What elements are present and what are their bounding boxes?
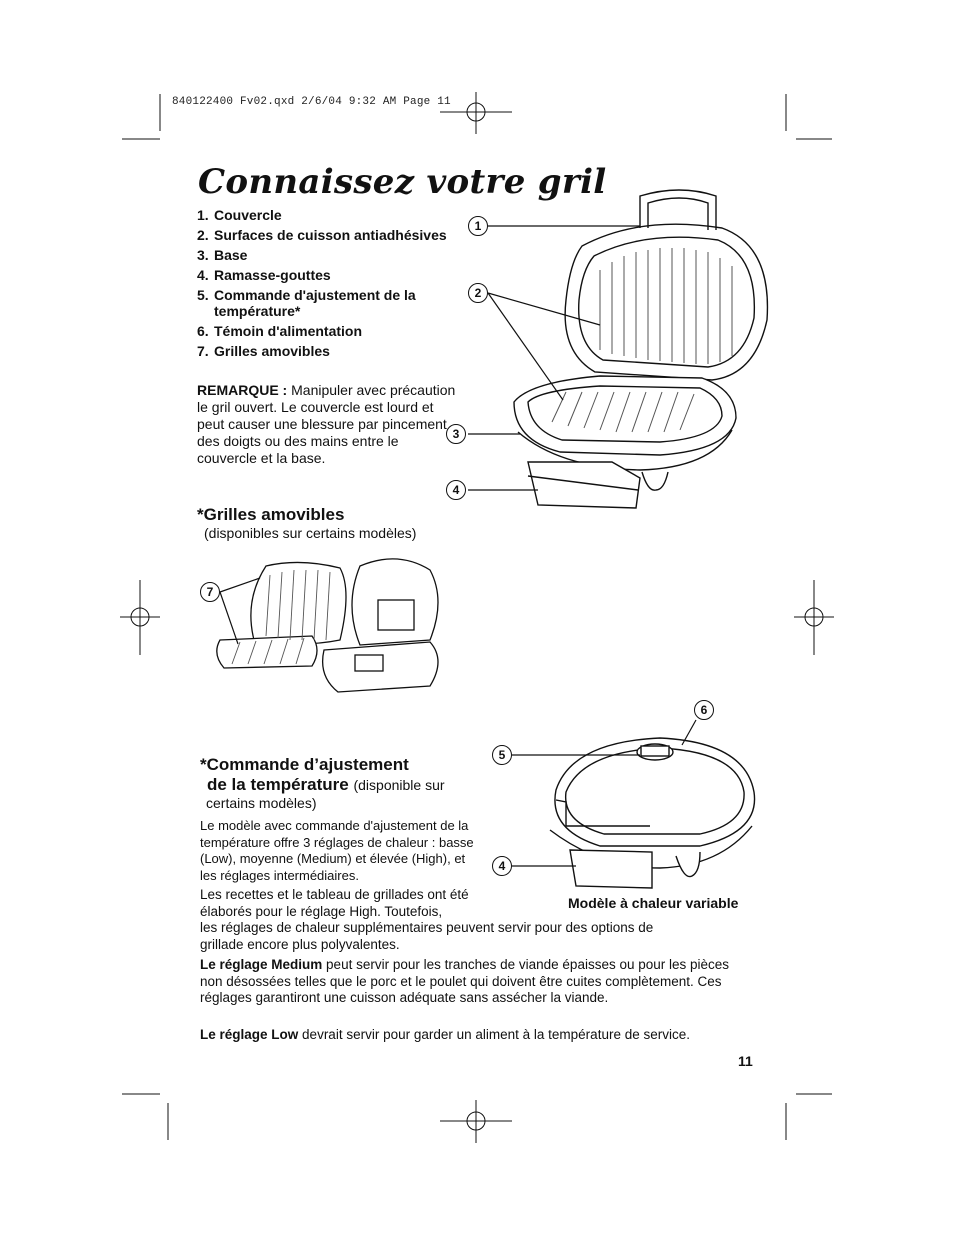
parts-item: 2. Surfaces de cuisson antiadhésives [197, 227, 447, 243]
print-header: 840122400 Fv02.qxd 2/6/04 9:32 AM Page 11 [172, 96, 451, 108]
commande-paragraph-2: Les recettes et le tableau de grillades ont été élaborés pour le réglage High. Toutefois, [200, 887, 469, 919]
parts-item: 1. Couvercle [197, 207, 282, 223]
figure-caption: Modèle à chaleur variable [568, 895, 739, 911]
parts-item: 3. Base [197, 247, 248, 263]
parts-item: 6. Témoin d'alimentation [197, 323, 363, 339]
parts-list [197, 207, 457, 363]
grilles-heading: *Grilles amovibles [197, 505, 345, 524]
parts-item: 4. Ramasse-gouttes [197, 267, 331, 283]
page-number: 11 [738, 1053, 753, 1069]
callout-4: 4 [446, 480, 466, 500]
callout-4b: 4 [492, 856, 512, 876]
grilles-subheading: (disponibles sur certains modèles) [204, 525, 417, 541]
note-text: Manipuler avec précaution le gril ouvert. Le couvercle est lourd et peut causer une blessure par pincement des doigts ou des mains entre le couvercle et la base. [197, 382, 456, 466]
commande-heading-cont: certains modèles) [206, 795, 317, 811]
parts-item: 5. Commande d'ajustement de la température* [197, 287, 416, 319]
commande-paragraph-1: Le modèle avec commande d'ajustement de la température offre 3 réglages de chaleur : basse (Low), moyenne (Medium) et élevée (High), et les réglages intermédiaires. [200, 818, 474, 883]
callout-2: 2 [468, 283, 488, 303]
callout-5: 5 [492, 745, 512, 765]
medium-setting-paragraph: Le réglage Medium peut servir pour les tranches de viande épaisses ou pour les pièces non désossées telles que le porc et le poulet qui doivent être cuites complètement. Ces réglages garantiront une cuisson adéquate sans assécher la viande. [200, 957, 730, 1005]
callout-6: 6 [694, 700, 714, 720]
note-label: REMARQUE : [197, 382, 288, 398]
page-title: Connaissez votre gril [198, 162, 607, 202]
commande-paragraph-2-cont: les réglages de chaleur supplémentaires peuvent servir pour des options de grillade encore plus polyvalentes. [200, 920, 654, 952]
parts-item: 7. Grilles amovibles [197, 343, 330, 359]
low-setting-paragraph: Le réglage Low devrait servir pour garder un aliment à la température de service. [200, 1027, 690, 1042]
callout-1: 1 [468, 216, 488, 236]
callout-3: 3 [446, 424, 466, 444]
commande-heading: *Commande d’ajustement de la température (disponible sur [200, 755, 445, 794]
safety-note [197, 382, 459, 467]
callout-7: 7 [200, 582, 220, 602]
